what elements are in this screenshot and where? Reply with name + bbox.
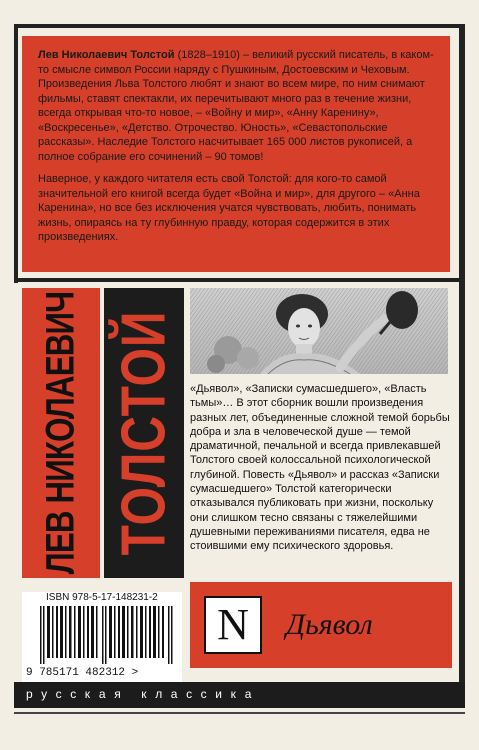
book-title-box — [190, 582, 452, 668]
intro-paragraph-1 — [38, 48, 436, 164]
middle-stripe — [14, 278, 465, 282]
intro-author-name: Лев Николаевич Толстой — [38, 49, 175, 61]
woman-portrait-engraving — [190, 288, 448, 374]
series-name: русская классика — [26, 687, 260, 701]
intro-paragraph-2: Наверное, у каждого читателя есть свой Толстой: для кого-то самой значительной его книгой всегда будет «Война и мир», для другого – «Анна Каренина», но все без исключения учатся чувствовать, любить, понимать жизнь, опираясь на ту глубинную правду, которая содержится в этих произведениях. — [38, 173, 420, 243]
author-intro-panel — [22, 36, 450, 272]
author-names-column — [22, 288, 100, 578]
publisher-logo — [204, 596, 262, 654]
right-side-bar — [459, 28, 465, 688]
engraving-illustration — [190, 288, 448, 374]
author-surname-text: ТОЛСТОЙ — [109, 310, 179, 556]
top-stripe — [14, 24, 465, 28]
publisher-logo-letter: N — [217, 600, 249, 649]
book-description: «Дьявол», «Записки сумасшедшего», «Власть тьмы»… В этот сборник вошли произведения разных лет, объединенные сложной темой борьбы добра и зла в человеческой душе — темой драматичной, печальной и всегда привлекавшей Толстого своей колоссальной психологической глубиной. Повесть «Дьявол» и рассказ «Записки сумасшедшего» Толстой категорически отказывался публиковать при жизни, поскольку они слишком тесно связаны с тяжелейшими душевными переживаниями писателя, едва не стоившими ему психического здоровья. — [190, 383, 450, 553]
isbn-block — [22, 592, 182, 682]
barcode — [40, 606, 174, 664]
bottom-stripe — [14, 712, 465, 714]
isbn-label: ISBN 978-5-17-148231-2 — [46, 592, 158, 603]
isbn-digits: 9 785171 482312 > — [26, 667, 139, 679]
left-side-bar — [14, 28, 18, 283]
series-band — [14, 682, 465, 708]
author-surname-column — [104, 288, 184, 578]
book-title: Дьявол — [286, 608, 373, 641]
author-names-text: ЛЕВ НИКОЛАЕВИЧ — [38, 291, 83, 575]
intro-paragraph-1-text: (1828–1910) – великий русский писатель, в каком-то смысле символ России наряду с Пушкиным, Достоевским и Чеховым. Произведения Льва Толстого любят и знают во всем мире, по ним снимают фильмы, ставят спектакли, их перечитывают много раз в течение жизни, всегда открывая что-то новое, – «Войну и мир», «Анну Каренину», «Воскресенье», «Детство. Отрочество. Юность», «Севастопольские рассказы». Наследие Толстого насчитывает 165 000 листов рукописей, а полное собрание его сочинений – 90 томов! — [38, 49, 434, 163]
vertical-author-title — [22, 288, 184, 578]
